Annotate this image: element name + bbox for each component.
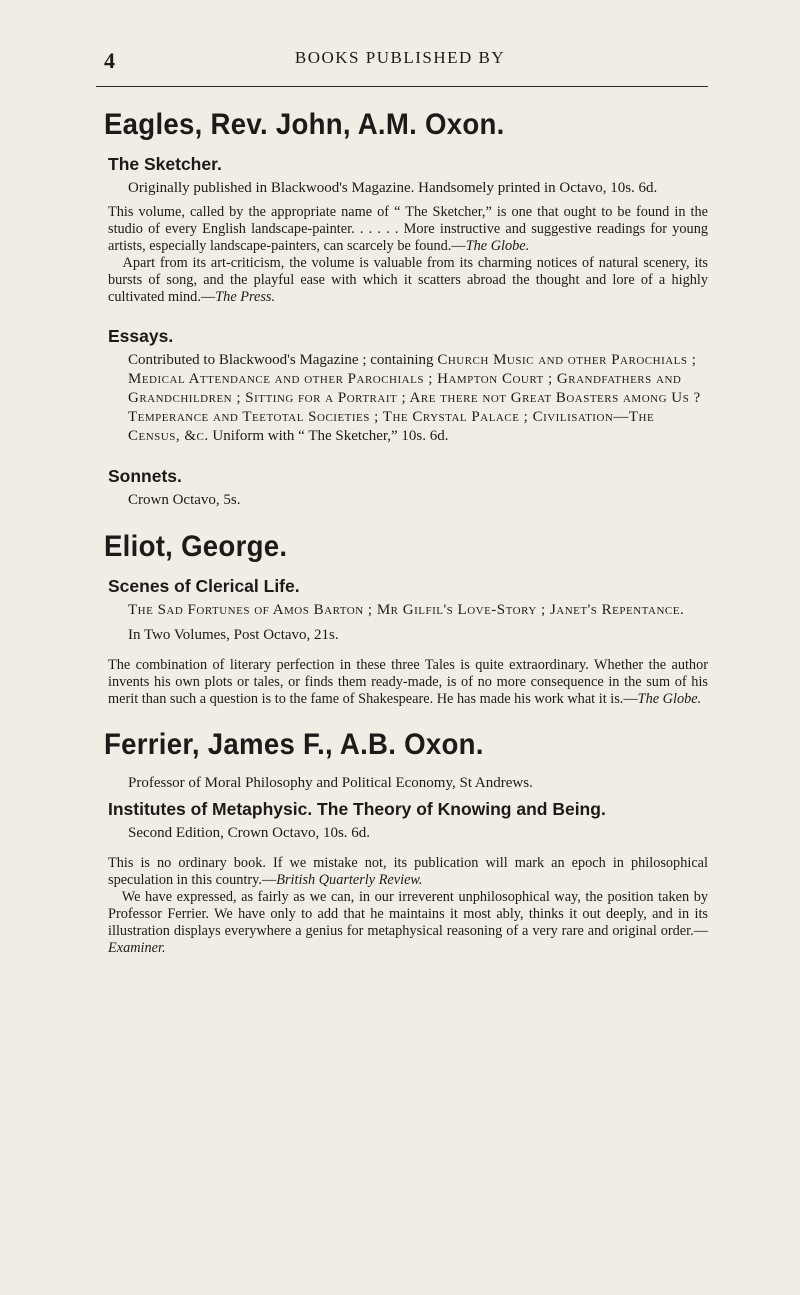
book-title-essays: Essays. [108, 326, 174, 346]
book-title-institutes: Institutes of Metaphysic. The Theory of Knowing and Being. [108, 799, 606, 819]
author-heading-ferrier: Ferrier, James F., A.B. Oxon. [104, 728, 484, 761]
page-content [104, 108, 708, 957]
book-contents-clerical-life: The Sad Fortunes of Amos Barton ; Mr Gilfil's Love-Story ; Janet's Repentance. [128, 602, 685, 618]
book-title-clerical-life: Scenes of Clerical Life. [108, 576, 300, 596]
author-heading-eliot: Eliot, George. [104, 530, 288, 563]
author-affiliation-ferrier: Professor of Moral Philosophy and Political Economy, St Andrews. [128, 775, 533, 791]
page-number: 4 [104, 48, 115, 73]
review-institutes-examiner: We have expressed, as fairly as we can, in our irreverent unphilosophical way, the position taken by Professor Ferrier. We have only to add that he maintains it most ably, thinks it out deeply, and in its illustration displays everywhere a genius for metaphysical reasoning of a very rare and original order.—Examiner. [108, 889, 708, 956]
running-head: BOOKS PUBLISHED BY [294, 48, 506, 67]
review-clerical-life-globe: The combination of literary perfection in these three Tales is quite extraordinary. Whether the author invents his own plots or tales, or finds them ready-made, is of no more consequence in the sum of his merit than such a question is to the fame of Shakespeare. He has made his work what it is.—The Globe. [108, 657, 708, 707]
review-institutes-british-quarterly: This is no ordinary book. If we mistake not, its publication will mark an epoch in philosophical speculation in this country.—British Quarterly Review. [108, 855, 708, 888]
book-title-sketcher: The Sketcher. [108, 154, 222, 174]
author-heading-eagles: Eagles, Rev. John, A.M. Oxon. [104, 108, 505, 141]
book-details-essays: Contributed to Blackwood's Magazine ; containing Church Music and other Parochials ; Medical Attendance and other Parochials ; Hampton Court ; Grandfathers and Grandchildren ; Sitting for a Portrait ; Are there not Great Boasters among Us ? Temperance and Teetotal Societies ; The Crystal Palace ; Civilisation—The Census, &c. Uniform with “ The Sketcher,” 10s. 6d. [128, 352, 701, 444]
header-rule [96, 86, 708, 87]
book-title-sonnets: Sonnets. [108, 466, 182, 486]
book-details-sketcher: Originally published in Blackwood's Magazine. Handsomely printed in Octavo, 10s. 6d. [128, 180, 658, 196]
book-details-clerical-life: In Two Volumes, Post Octavo, 21s. [128, 627, 339, 643]
review-sketcher-press: Apart from its art-criticism, the volume is valuable from its charming notices of natural scenery, its bursts of song, and the playful ease with which it scatters abroad the thought and lore of a highly cultivated mind.—The Press. [108, 255, 708, 305]
book-details-sonnets: Crown Octavo, 5s. [128, 492, 241, 508]
book-details-institutes: Second Edition, Crown Octavo, 10s. 6d. [128, 825, 371, 841]
review-sketcher-globe: This volume, called by the appropriate name of “ The Sketcher,” is one that ought to be found in the studio of every English landscape-painter. . . . . . More instructive and suggestive readings for young artists, especially landscape-painters, can scarcely be found.—The Globe. [108, 204, 708, 254]
